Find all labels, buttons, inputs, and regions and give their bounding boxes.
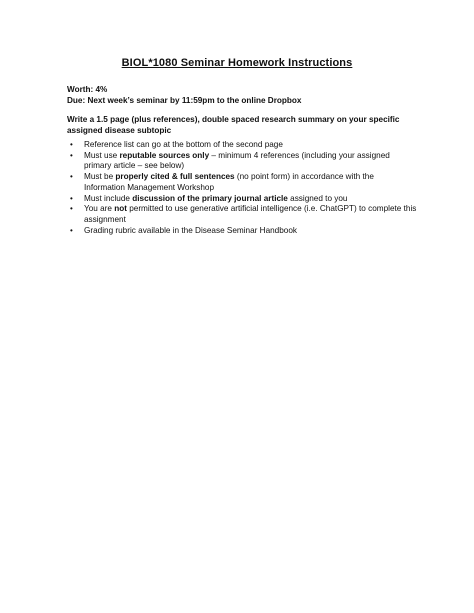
- list-item-text: Must be: [84, 172, 116, 182]
- list-item-text: Must use: [84, 150, 120, 160]
- list-item-text: (no point form) in accordance with the Information Management Workshop: [84, 172, 374, 192]
- page-title: BIOL*1080 Seminar Homework Instructions: [121, 57, 353, 69]
- list-item: [67, 151, 417, 172]
- list-item-text: assigned to you: [287, 193, 348, 203]
- bullet-icon: •: [70, 193, 73, 203]
- list-item-text: permitted to use generative artificial intelligence (i.e. ChatGPT) to complete this assignment: [84, 204, 417, 224]
- bullet-icon: •: [70, 225, 73, 235]
- list-item: [67, 204, 417, 225]
- bullet-icon: •: [70, 150, 73, 160]
- list-item-text: You are: [84, 204, 115, 214]
- bullet-icon: •: [70, 140, 73, 149]
- requirements-list: [67, 140, 417, 236]
- list-item-emphasis: discussion of the primary journal article: [132, 193, 288, 203]
- list-item-emphasis: properly cited & full sentences: [115, 172, 235, 182]
- list-item-emphasis: not: [114, 204, 127, 214]
- list-item-text: Grading rubric available in the Disease Seminar Handbook: [84, 225, 297, 235]
- list-item-text: – minimum 4 references (including your assigned primary article – see below): [84, 150, 390, 171]
- list-item: [67, 194, 417, 205]
- list-item-text: Must include: [84, 193, 133, 203]
- list-item: [67, 226, 417, 237]
- list-item-emphasis: reputable sources only: [119, 150, 210, 160]
- list-item: [67, 140, 417, 151]
- list-item: [67, 172, 417, 193]
- due-line: Due: Next week’s seminar by 11:59pm to the online Dropbox: [67, 96, 302, 105]
- bullet-icon: •: [70, 204, 73, 214]
- bullet-icon: •: [70, 172, 73, 182]
- worth-line: Worth: 4%: [67, 85, 108, 94]
- list-item-text: Reference list can go at the bottom of the second page: [84, 140, 283, 149]
- assignment-intro: Write a 1.5 page (plus references), double spaced research summary on your specific assigned disease subtopic: [67, 115, 400, 135]
